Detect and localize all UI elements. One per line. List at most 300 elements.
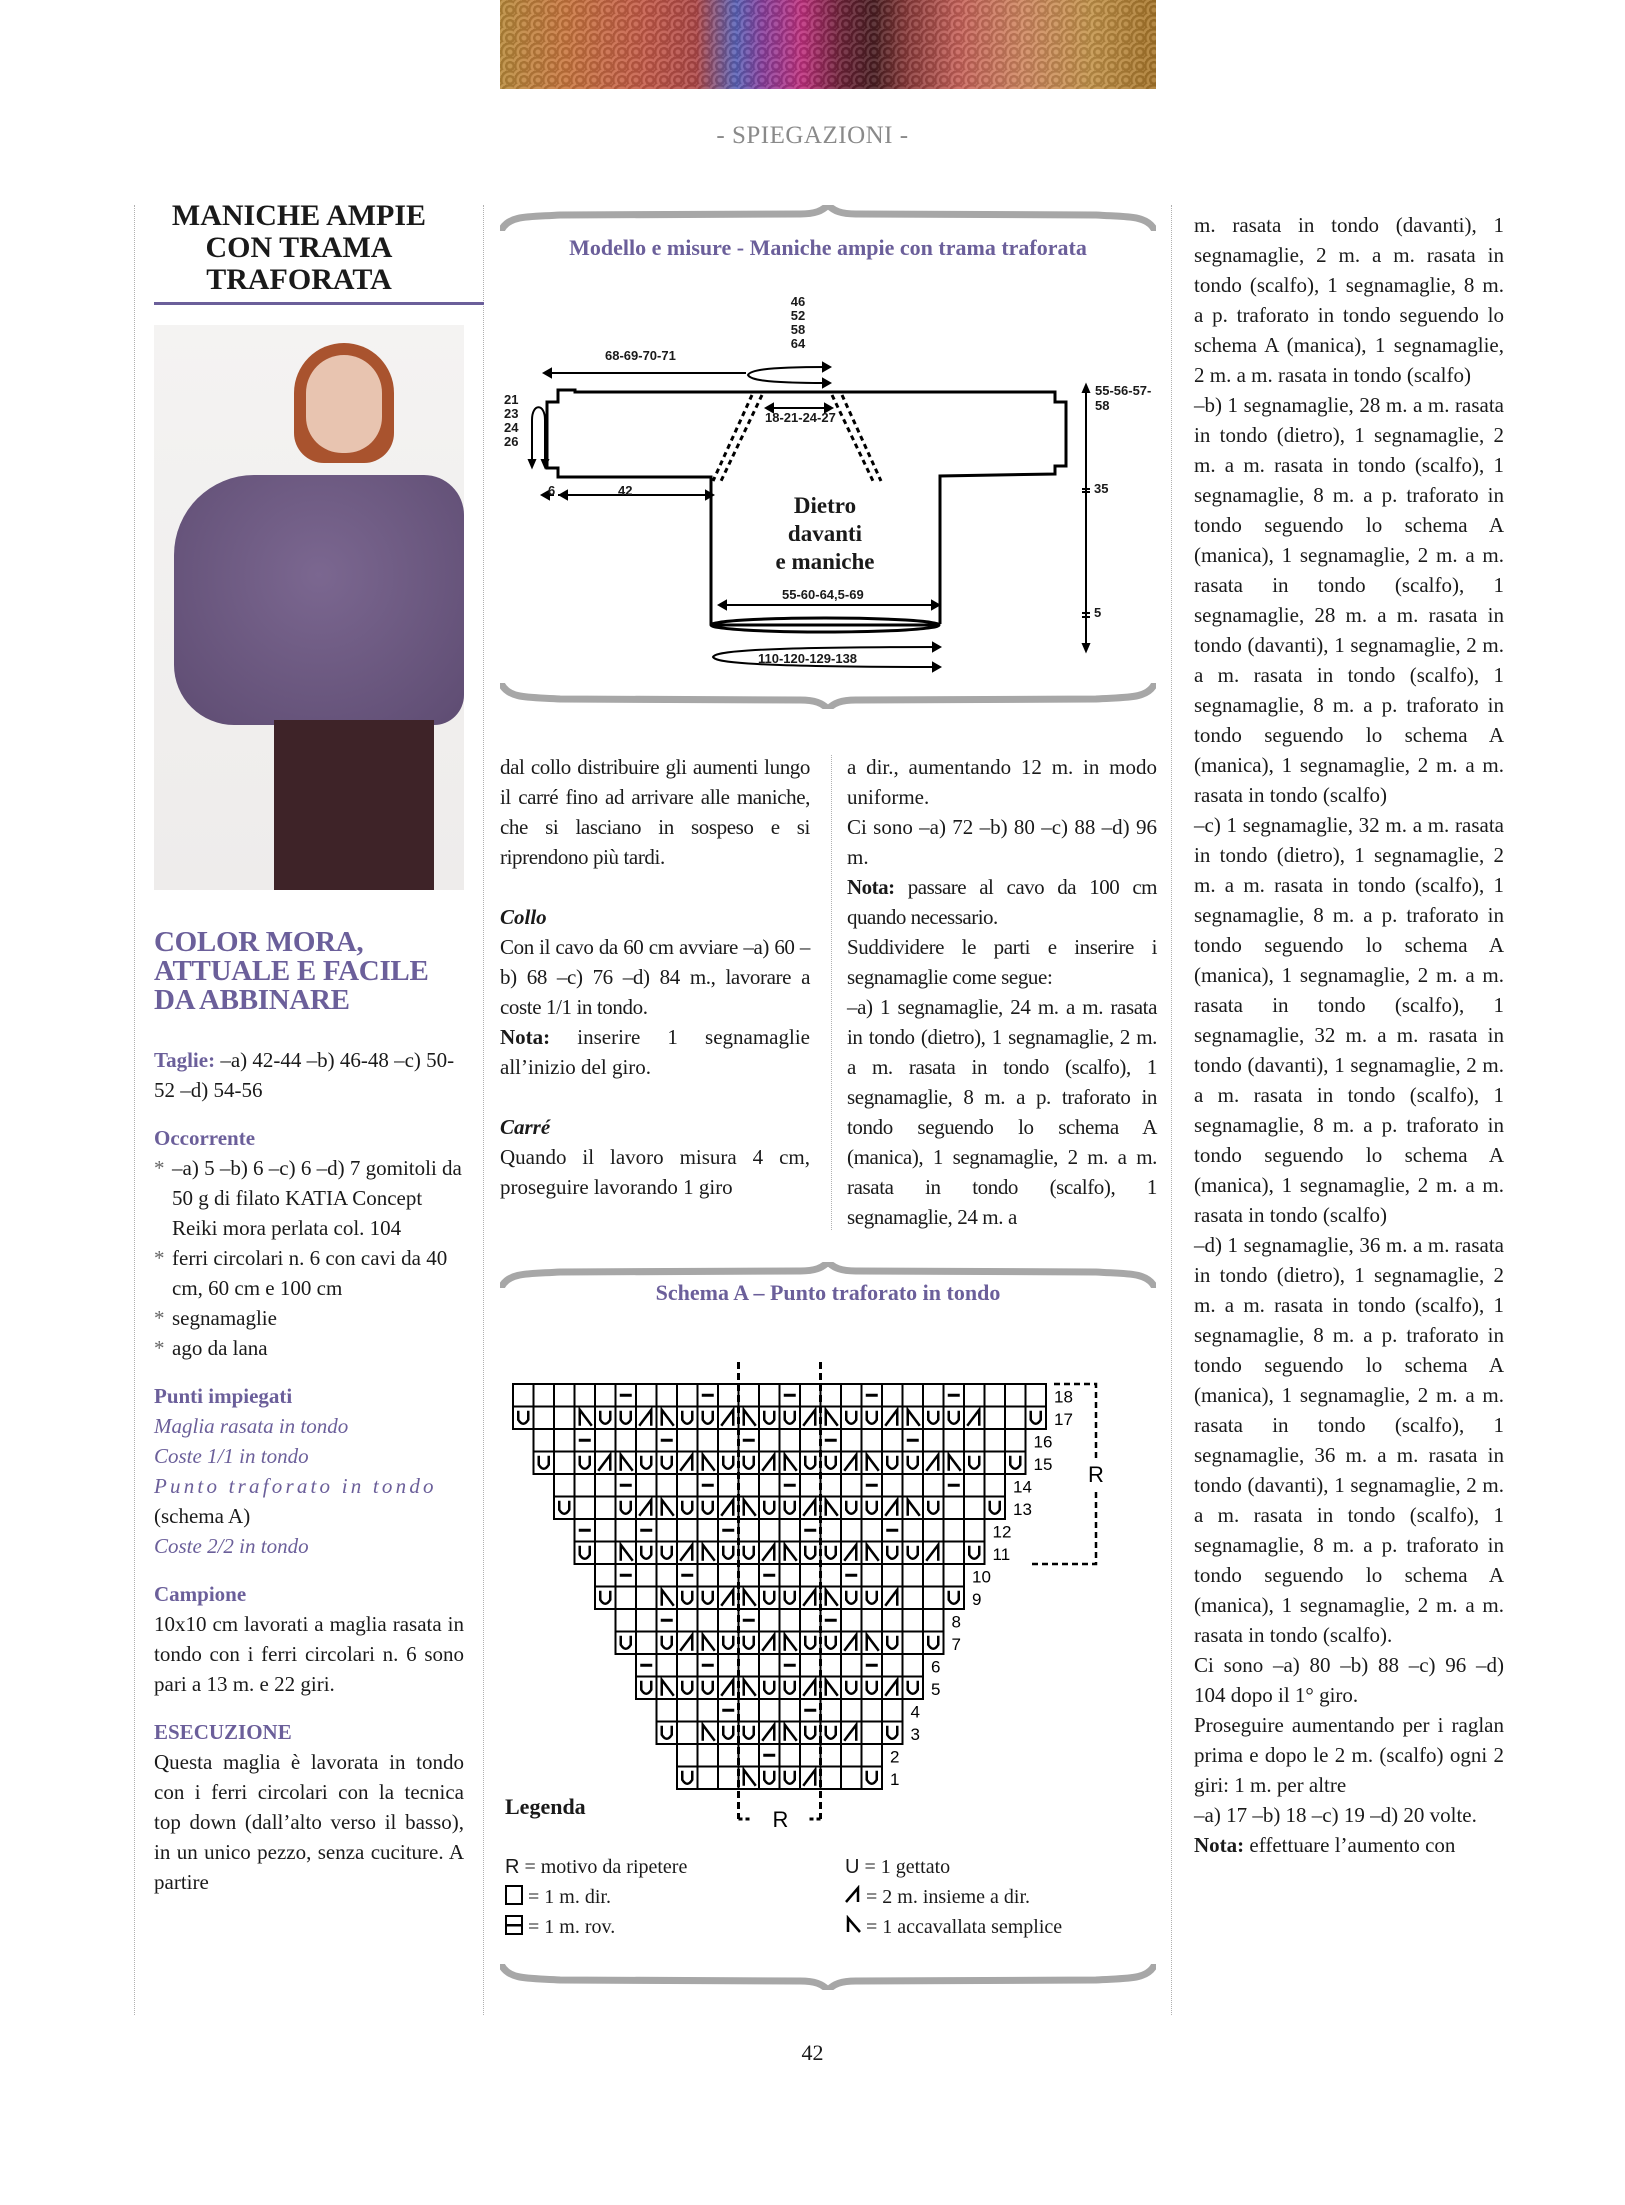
chart-cell	[575, 1384, 596, 1407]
chart-cell	[616, 1609, 637, 1632]
row-number: 11	[992, 1544, 1011, 1564]
row-number: 17	[1054, 1409, 1073, 1429]
row-number: 8	[951, 1612, 961, 1632]
chart-cell	[985, 1452, 1006, 1475]
chart-cell	[616, 1587, 637, 1610]
chart-cell	[759, 1654, 780, 1677]
chart-cell	[944, 1497, 965, 1520]
chart-cell	[759, 1587, 780, 1610]
row-number: 16	[1033, 1432, 1053, 1452]
chart-cell	[554, 1384, 575, 1407]
repeat-symbol-icon: R	[505, 1856, 520, 1878]
chart-cell	[862, 1497, 883, 1520]
chart-cell	[636, 1429, 657, 1452]
material-item: * –a) 5 –b) 6 –c) 6 –d) 7 gomitoli da 50 g di filato KATIA Concept Reiki mora perlata col. 104	[154, 1153, 464, 1243]
chart-cell	[923, 1407, 944, 1430]
chart-cell	[800, 1744, 821, 1767]
chart-cell	[739, 1744, 760, 1767]
chart-cell	[821, 1564, 842, 1587]
chart-cell	[780, 1677, 801, 1700]
middle-text-col-2: a dir., aumentando 12 m. in modo uniforme. Ci sono –a) 72 –b) 80 –c) 88 –d) 96 m. Nota: passare al cavo da 100 cm quando necessario. Suddividere le parti e inserire i segnamaglie come segue: –a) 1 segnamaglie, 24 m. a m. rasata in tondo (dietro), 1 segnamaglie, 2 m. a m. rasata in tondo (scalfo), 1 segnamaglie, 8 m. a p. traforato in tondo seguendo lo schema A (manica), 1 segnamaglie, 2 m. a m. rasata in tondo (scalfo), 1 segnamaglie, 24 m. a	[847, 755, 1157, 1229]
material-item: * ago da lana	[154, 1333, 464, 1363]
chart-cell	[698, 1699, 719, 1722]
chart-cell	[677, 1767, 698, 1790]
chart-cell	[554, 1429, 575, 1452]
chart-cell	[985, 1407, 1006, 1430]
chart-cell	[841, 1699, 862, 1722]
chart-cell	[636, 1542, 657, 1565]
schematic-center-label: Dietro davanti e maniche	[775, 493, 875, 574]
body-height: 35	[1094, 481, 1109, 496]
chart-cell	[780, 1429, 801, 1452]
chart-cell	[821, 1654, 842, 1677]
chart-cell	[595, 1587, 616, 1610]
chart-cell	[616, 1429, 637, 1452]
legend-col-2	[845, 1852, 1165, 1942]
chart-cell	[862, 1587, 883, 1610]
schematic-box	[500, 205, 1156, 720]
chart-cell	[759, 1474, 780, 1497]
bottom-brace	[500, 683, 1156, 709]
chart-cell	[739, 1542, 760, 1565]
stitch-chart-box	[500, 1262, 1156, 1992]
right-text-col: m. rasata in tondo (davanti), 1 segnamaglie, 2 m. a m. rasata in tondo (scalfo), 1 segnamaglie, 8 m. a p. traforato in tondo seguendo lo schema A (manica), 1 segnamaglie, 2 m. a m. rasata in tondo (scalfo) –b) 1 segnamaglie, 28 m. a m. rasata in tondo (dietro), 1 segnamaglie, 2 m. a m. rasata in tondo (scalfo), 1 segnamaglie, 8 m. a p. traforato in tondo seguendo lo schema A (manica), 1 segnamaglie, 2 m. a m. rasata in tondo (scalfo), 1 segnamaglie, 28 m. a m. rasata in tondo (davanti), 1 segnamaglie, 2 m. a m. rasata in tondo (scalfo), 1 segnamaglie, 8 m. a p. traforato in tondo seguendo lo schema A (manica), 1 segnamaglie, 2 m. a m. rasata in tondo (scalfo) –c) 1 segnamaglie, 32 m. a m. rasata in tondo (dietro), 1 segnamaglie, 2 m. a m. rasata in tondo (scalfo), 1 segnamaglie, 8 m. a p. traforato in tondo seguendo lo schema A (manica), 1 segnamaglie, 2 m. a m. rasata in tondo (scalfo), 1 segnamaglie, 32 m. a m. rasata in tondo (davanti), 1 segnamaglie, 2 m. a m. rasata in tondo (scalfo), 1 segnamaglie, 8 m. a p. traforato in tondo seguendo lo schema A (manica), 1 segnamaglie, 2 m. a m. rasata in tondo (scalfo) –d) 1 segnamaglie, 36 m. a m. rasata in tondo (dietro), 1 segnamaglie, 2 m. a m. rasata in tondo (scalfo), 1 segnamaglie, 8 m. a p. traforato in tondo seguendo lo schema A (manica), 1 segnamaglie, 2 m. a m. rasata in tondo (scalfo), 1 segnamaglie, 36 m. a m. rasata in tondo (davanti), 1 segnamaglie, 2 m. a m. rasata in tondo (scalfo), 1 segnamaglie, 8 m. a p. traforato in tondo seguendo lo schema A (manica), 1 segnamaglie, 2 m. a m. rasata in tondo (scalfo). Ci sono –a) 80 –b) 88 –c) 96 –d) 104 dopo il 1° giro. Proseguire aumentando per i raglan prima e dopo le 2 m. (scalfo) ogni 2 giri: 1 m. per altre –a) 17 –b) 18 –c) 19 –d) 20 volte. Nota: effettuare l’aumento con	[1194, 213, 1504, 1857]
legend-col-1	[505, 1852, 825, 1942]
chart-cell	[964, 1519, 985, 1542]
chart-cell	[636, 1474, 657, 1497]
chart-cell	[903, 1542, 924, 1565]
chart-cell	[800, 1564, 821, 1587]
chart-cell	[657, 1564, 678, 1587]
chart-cell	[821, 1542, 842, 1565]
chart-cell	[821, 1632, 842, 1655]
title-rule	[154, 302, 484, 305]
legend-item: R = motivo da ripetere	[505, 1856, 688, 1878]
chart-cell	[657, 1632, 678, 1655]
chart-cell	[759, 1519, 780, 1542]
chart-cell	[780, 1519, 801, 1542]
chart-cell	[923, 1474, 944, 1497]
chart-cell	[841, 1744, 862, 1767]
chart-cell	[944, 1519, 965, 1542]
hem-height: 5	[1094, 605, 1102, 620]
chart-cell	[575, 1452, 596, 1475]
chart-cell	[575, 1497, 596, 1520]
chart-cell	[595, 1407, 616, 1430]
chart-cell	[698, 1519, 719, 1542]
chart-cell	[636, 1609, 657, 1632]
skp-icon	[845, 1915, 861, 1933]
chart-cell	[841, 1677, 862, 1700]
chart-cell	[698, 1407, 719, 1430]
chart-cell	[862, 1519, 883, 1542]
yarn-over-icon: U	[845, 1856, 860, 1878]
chart-cell	[718, 1429, 739, 1452]
row-number: 1	[890, 1769, 900, 1789]
chart-cell	[862, 1609, 883, 1632]
page-number: 42	[801, 2040, 824, 2065]
chart-cell	[903, 1632, 924, 1655]
chart-cell	[698, 1677, 719, 1700]
chart-cell	[595, 1564, 616, 1587]
chart-cell	[903, 1654, 924, 1677]
chart-cell	[903, 1519, 924, 1542]
chart-cell	[923, 1564, 944, 1587]
chart-cell	[1005, 1452, 1026, 1475]
neck-circumference: 46 52 58 64	[790, 294, 806, 351]
chart-cell	[616, 1519, 637, 1542]
chart-cell	[964, 1542, 985, 1565]
chart-cell	[821, 1767, 842, 1790]
gauge: Campione 10x10 cm lavorati a maglia rasata in tondo con i ferri circolari n. 6 sono pari a 13 m. e 22 giri.	[154, 1582, 464, 1696]
legend-item: = 2 m. insieme a dir.	[845, 1882, 1165, 1912]
chart-cell	[739, 1699, 760, 1722]
chart-cell	[862, 1767, 883, 1790]
chart-cell	[780, 1587, 801, 1610]
chart-cell	[1005, 1384, 1026, 1407]
chart-cell	[903, 1474, 924, 1497]
chart-cell	[739, 1654, 760, 1677]
chart-cell	[698, 1564, 719, 1587]
chart-cell	[554, 1452, 575, 1475]
chart-cell	[985, 1429, 1006, 1452]
chart-cell	[636, 1452, 657, 1475]
chart-cell	[677, 1654, 698, 1677]
chart-cell	[698, 1429, 719, 1452]
chart-cell	[616, 1632, 637, 1655]
stitches-used: Punti impiegati Maglia rasata in tondo Coste 1/1 in tondo Punto traforato in tondo (schema A) Coste 2/2 in tondo	[154, 1381, 464, 1561]
purl-symbol-icon	[505, 1915, 523, 1935]
chart-cell	[534, 1384, 555, 1407]
chart-cell	[862, 1744, 883, 1767]
chart-cell	[657, 1654, 678, 1677]
chart-cell	[677, 1519, 698, 1542]
chart-cell	[698, 1497, 719, 1520]
chart-cell	[759, 1497, 780, 1520]
chart-cell	[882, 1452, 903, 1475]
chart-cell	[718, 1722, 739, 1745]
chart-cell	[513, 1407, 534, 1430]
chart-cell	[595, 1429, 616, 1452]
schematic-title: Modello e misure - Maniche ampie con trama traforata	[569, 235, 1087, 260]
chart-cell	[554, 1497, 575, 1520]
chart-cell	[841, 1497, 862, 1520]
chart-cell	[964, 1384, 985, 1407]
chart-cell	[759, 1384, 780, 1407]
chart-title: Schema A – Punto traforato in tondo	[655, 1280, 1001, 1305]
chart-cell	[841, 1587, 862, 1610]
chart-cell	[718, 1452, 739, 1475]
chart-cell	[575, 1542, 596, 1565]
chart-cell	[862, 1429, 883, 1452]
top-brace	[500, 205, 1156, 231]
chart-cell	[985, 1497, 1006, 1520]
chart-cell	[944, 1542, 965, 1565]
chart-cell	[882, 1699, 903, 1722]
chart-cell	[698, 1767, 719, 1790]
left-column	[134, 198, 464, 2018]
chart-cell	[780, 1564, 801, 1587]
chart-cell	[1005, 1407, 1026, 1430]
chart-cell	[923, 1632, 944, 1655]
chart-cell	[800, 1609, 821, 1632]
chart-cell	[739, 1632, 760, 1655]
model-photo	[154, 325, 464, 890]
chart-cell	[903, 1452, 924, 1475]
chart-cell	[923, 1497, 944, 1520]
chart-cell	[1026, 1384, 1047, 1407]
bottom-brace	[500, 1964, 1156, 1990]
chart-cell	[882, 1384, 903, 1407]
middle-text-col-1: dal collo distribuire gli aumenti lungo il carré fino ad arrivare alle maniche, che si lasciano in sospeso e si riprendono più tardi. Collo Con il cavo da 60 cm avviare –a) 60 –b) 68 –c) 76 –d) 84 m., lavorare a coste 1/1 in tondo. Nota: inserire 1 segnamaglie all’inizio del giro. Carré Quando il lavoro misura 4 cm, proseguire lavorando 1 giro	[500, 755, 810, 1199]
chart-cell	[882, 1429, 903, 1452]
chart-cell	[800, 1429, 821, 1452]
chart-cell	[944, 1407, 965, 1430]
chart-cell	[923, 1429, 944, 1452]
chart-cell	[677, 1677, 698, 1700]
chart-cell	[1026, 1407, 1047, 1430]
chart-cell	[657, 1519, 678, 1542]
chart-cell	[923, 1384, 944, 1407]
chart-cell	[800, 1452, 821, 1475]
chart-cell	[739, 1519, 760, 1542]
total-length: 55-56-57-58	[1095, 383, 1152, 413]
column-divider	[483, 205, 484, 2015]
legend-item: = 1 accavallata semplice	[845, 1912, 1165, 1942]
materials: Occorrente * –a) 5 –b) 6 –c) 6 –d) 7 gomitoli da 50 g di filato KATIA Concept Reiki mora perlata col. 104 * ferri circolari n. 6 con cavi da 40 cm, 60 cm e 100 cm * segnamaglie * ago da lana	[154, 1123, 464, 1363]
chart-cell	[595, 1542, 616, 1565]
chart-cell	[636, 1632, 657, 1655]
row-number: 5	[931, 1679, 941, 1699]
chart-cell	[800, 1542, 821, 1565]
hem-width: 55-60-64,5-69	[782, 587, 864, 602]
chart-cell	[554, 1474, 575, 1497]
chart-cell	[882, 1474, 903, 1497]
chart-cell	[718, 1767, 739, 1790]
chart-cell	[862, 1677, 883, 1700]
chart-cell	[964, 1429, 985, 1452]
chart-cell	[718, 1474, 739, 1497]
chart-cell	[903, 1609, 924, 1632]
chart-cell	[1005, 1429, 1026, 1452]
k2tog-icon	[845, 1885, 861, 1903]
article-title: MANICHE AMPIE CON TRAMA TRAFORATA	[171, 199, 427, 296]
chart-cell	[636, 1564, 657, 1587]
chart-cell	[718, 1744, 739, 1767]
section-title: - SPIEGAZIONI -	[716, 122, 909, 149]
chart-cell	[903, 1587, 924, 1610]
chart-cell	[657, 1722, 678, 1745]
chart-cell	[636, 1384, 657, 1407]
chart-cell	[882, 1609, 903, 1632]
chart-cell	[821, 1519, 842, 1542]
stitch-item: Maglia rasata in tondo	[154, 1414, 349, 1438]
chart-cell	[677, 1429, 698, 1452]
chart-cell	[595, 1474, 616, 1497]
chart-cell	[985, 1384, 1006, 1407]
chart-cell	[718, 1654, 739, 1677]
chart-cell	[841, 1767, 862, 1790]
subtitle: COLOR MORA, ATTUALE E FACILE DA ABBINARE	[154, 926, 429, 1016]
cuff-depth: 6	[548, 483, 556, 498]
chart-cell	[554, 1407, 575, 1430]
chart-cell	[698, 1609, 719, 1632]
chart-cell	[534, 1429, 555, 1452]
chart-cell	[862, 1699, 883, 1722]
chart-cell	[718, 1632, 739, 1655]
chart-cell	[616, 1407, 637, 1430]
chart-cell	[821, 1699, 842, 1722]
chart-cell	[841, 1519, 862, 1542]
chart-cell	[677, 1699, 698, 1722]
chart-cell	[739, 1722, 760, 1745]
chart-cell	[985, 1474, 1006, 1497]
chart-cell	[718, 1609, 739, 1632]
section-heading: Collo	[500, 905, 547, 929]
hem-circumference: 110-120-129-138	[758, 651, 858, 666]
chart-cell	[841, 1609, 862, 1632]
chart-cell	[944, 1564, 965, 1587]
legend-item: = 1 m. rov.	[505, 1912, 825, 1942]
chart-cell	[677, 1744, 698, 1767]
chart-cell	[780, 1744, 801, 1767]
chart-cell	[780, 1767, 801, 1790]
chart-cell	[739, 1452, 760, 1475]
chart-cell	[739, 1384, 760, 1407]
stitch-item: Punto traforato in tondo	[154, 1474, 437, 1498]
row-number: 15	[1033, 1454, 1053, 1474]
row-number: 3	[910, 1724, 920, 1744]
chart-cell	[841, 1407, 862, 1430]
row-number: 12	[992, 1522, 1012, 1542]
column-divider	[1171, 205, 1172, 2015]
row-number: 7	[951, 1634, 961, 1654]
chart-cell	[944, 1429, 965, 1452]
chart-cell	[862, 1407, 883, 1430]
chart-cell	[800, 1474, 821, 1497]
chart-cell	[862, 1722, 883, 1745]
stitch-item: Coste 2/2 in tondo	[154, 1534, 309, 1558]
chart-cell	[677, 1609, 698, 1632]
repeat-label: R	[772, 1807, 789, 1832]
chart-cell	[800, 1384, 821, 1407]
row-number: 10	[972, 1567, 991, 1587]
chart-cell	[513, 1384, 534, 1407]
chart-cell	[657, 1474, 678, 1497]
repeat-label: R	[1088, 1462, 1104, 1487]
sleeve-length: 68-69-70-71	[605, 348, 676, 363]
chart-cell	[882, 1564, 903, 1587]
knit-symbol-icon	[505, 1885, 523, 1905]
chart-cell	[882, 1542, 903, 1565]
chart-cell	[821, 1452, 842, 1475]
chart-cell	[636, 1587, 657, 1610]
chart-cell	[759, 1407, 780, 1430]
chart-cell	[595, 1519, 616, 1542]
chart-cell	[821, 1474, 842, 1497]
chart-cell	[657, 1384, 678, 1407]
chart-cell	[759, 1767, 780, 1790]
chart-cell	[657, 1452, 678, 1475]
chart-cell	[882, 1632, 903, 1655]
chart-cell	[841, 1654, 862, 1677]
row-number: 2	[890, 1747, 900, 1767]
chart-cell	[821, 1384, 842, 1407]
chart-cell	[903, 1384, 924, 1407]
chart-cell	[759, 1677, 780, 1700]
chart-cell	[964, 1497, 985, 1520]
chart-cell	[698, 1587, 719, 1610]
neck-width: 18-21-24-27	[765, 410, 836, 425]
chart-cell	[780, 1699, 801, 1722]
chart-cell	[780, 1609, 801, 1632]
chart-cell	[759, 1429, 780, 1452]
chart-cell	[759, 1699, 780, 1722]
chart-cell	[841, 1474, 862, 1497]
chart-cell	[595, 1384, 616, 1407]
chart-cell	[718, 1564, 739, 1587]
column-divider	[831, 755, 832, 1230]
legend-item: U = 1 gettato	[845, 1856, 951, 1878]
sweater-schematic	[500, 275, 1156, 695]
material-item: * ferri circolari n. 6 con cavi da 40 cm, 60 cm e 100 cm	[154, 1243, 464, 1303]
chart-cell	[944, 1587, 965, 1610]
chart-cell	[739, 1474, 760, 1497]
chart-cell	[718, 1542, 739, 1565]
chart-cell	[677, 1407, 698, 1430]
chart-cell	[882, 1654, 903, 1677]
cuff-circumference: 21 23 24 26	[504, 392, 519, 449]
chart-cell	[534, 1452, 555, 1475]
chart-cell	[882, 1722, 903, 1745]
chart-cell	[595, 1497, 616, 1520]
chart-cell	[821, 1722, 842, 1745]
sizes: Taglie: –a) 42-44 –b) 46-48 –c) 50-52 –d) 54-56	[154, 1048, 455, 1102]
chart-cell	[800, 1722, 821, 1745]
chart-cell	[759, 1609, 780, 1632]
chart-cell	[657, 1699, 678, 1722]
chart-cell	[903, 1677, 924, 1700]
chart-cell	[677, 1474, 698, 1497]
chart-cell	[780, 1407, 801, 1430]
chart-cell	[677, 1497, 698, 1520]
chart-cell	[841, 1384, 862, 1407]
row-number: 13	[1013, 1499, 1032, 1519]
stitch-item: Coste 1/1 in tondo	[154, 1444, 309, 1468]
row-number: 9	[972, 1589, 982, 1609]
chart-cell	[923, 1519, 944, 1542]
chart-cell	[923, 1587, 944, 1610]
row-number: 18	[1054, 1387, 1073, 1407]
chart-cell	[923, 1609, 944, 1632]
chart-cell	[677, 1587, 698, 1610]
material-item: * segnamaglie	[154, 1303, 464, 1333]
yarn-texture-banner	[500, 0, 1156, 89]
chart-cell	[575, 1474, 596, 1497]
chart-cell	[800, 1654, 821, 1677]
chart-cell	[862, 1564, 883, 1587]
sleeve-lower-length: 42	[618, 483, 633, 498]
row-number: 6	[931, 1657, 941, 1677]
chart-cell	[903, 1564, 924, 1587]
chart-cell	[739, 1564, 760, 1587]
chart-cell	[964, 1474, 985, 1497]
chart-cell	[841, 1429, 862, 1452]
chart-cell	[821, 1744, 842, 1767]
legend-item: = 1 m. dir.	[505, 1882, 825, 1912]
chart-cell	[534, 1407, 555, 1430]
stitch-note: (schema A)	[154, 1504, 251, 1528]
